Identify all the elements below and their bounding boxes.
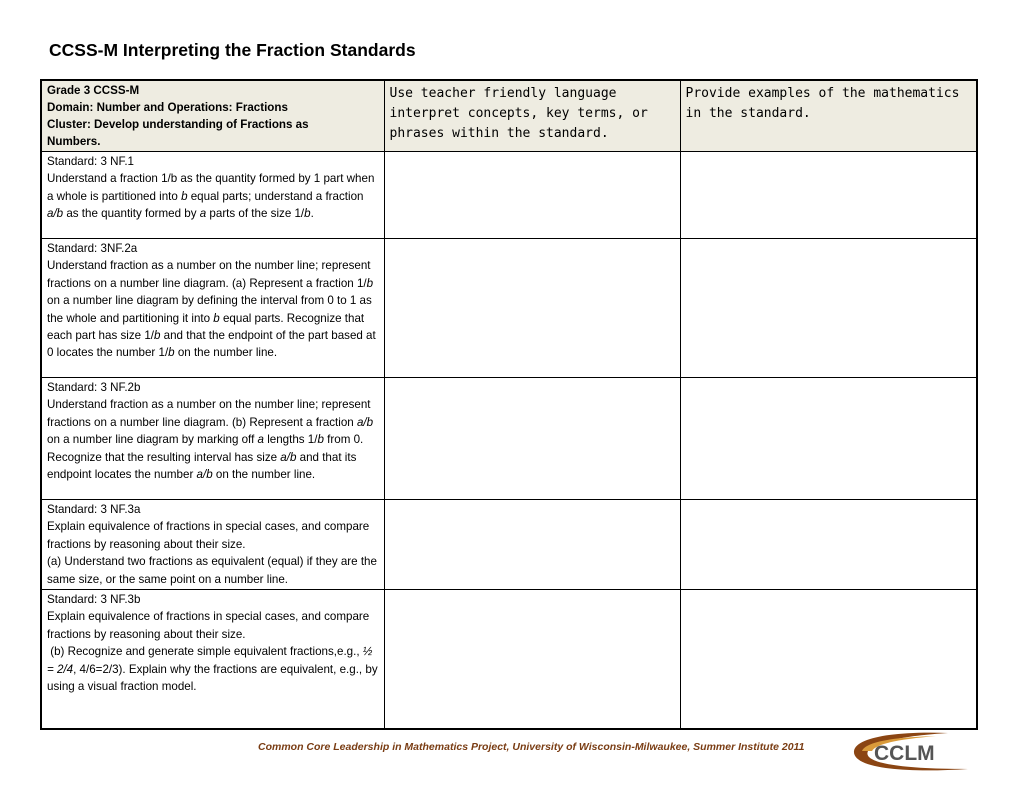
standard-text: Understand a fraction 1/b as the quantity formed by 1 part when a whole is partitioned into b equal parts; understand a fraction a/b as the quantity formed by a parts of the size 1/b.	[47, 172, 375, 221]
header-cluster-cont: Numbers.	[47, 135, 101, 148]
table-row	[41, 500, 977, 590]
interpret-prompt: Use teacher friendly language interpret concepts, key terms, or phrases within the standard.	[389, 86, 648, 141]
examples-cell[interactable]	[680, 500, 977, 590]
standard-cell	[41, 500, 384, 590]
logo-text: CCLM	[874, 742, 935, 765]
page-title: CCSS-M Interpreting the Fraction Standards	[49, 40, 416, 60]
interpret-cell[interactable]	[384, 239, 680, 378]
header-cluster: Cluster: Develop understanding of Fractions as	[47, 118, 309, 131]
interpret-cell[interactable]	[384, 500, 680, 590]
standard-cell	[41, 378, 384, 500]
header-cell-examples	[680, 80, 977, 152]
header-cell-standard	[41, 80, 384, 152]
standard-label: Standard: 3 NF.3a	[47, 503, 141, 516]
table-row	[41, 239, 977, 378]
standard-label: Standard: 3 NF.1	[47, 155, 135, 168]
standard-cell	[41, 590, 384, 729]
standard-label: Standard: 3 NF.2b	[47, 381, 141, 394]
standard-label: Standard: 3 NF.3b	[47, 593, 141, 607]
interpret-cell[interactable]	[384, 152, 680, 239]
interpret-cell[interactable]	[384, 378, 680, 500]
standards-table	[40, 79, 978, 730]
examples-cell[interactable]	[680, 590, 977, 729]
standard-cell	[41, 152, 384, 239]
standard-label: Standard: 3NF.2a	[47, 242, 138, 255]
table-row	[41, 378, 977, 500]
table-header-row	[41, 80, 977, 152]
examples-cell[interactable]	[680, 239, 977, 378]
standard-text-part-a: (a) Understand two fractions as equivalent (equal) if they are the same size, or the same point on a number line.	[47, 555, 377, 586]
standard-cell	[41, 239, 384, 378]
cclm-logo	[848, 729, 973, 773]
standard-text: Explain equivalence of fractions in special cases, and compare fractions by reasoning about their size.	[47, 520, 370, 551]
examples-cell[interactable]	[680, 152, 977, 239]
standard-text: Understand fraction as a number on the number line; represent fractions on a number line diagram. (b) Represent a fraction a/b on a number line diagram by marking off a lengths 1/b from 0. Recognize that the resulting interval has size a/b and that its endpoint locates the number a/b on the number line.	[47, 398, 374, 482]
header-domain: Domain: Number and Operations: Fractions	[47, 101, 288, 114]
examples-prompt: Provide examples of the mathematics in the standard.	[685, 86, 960, 121]
standard-text-part-b: (b) Recognize and generate simple equivalent fractions,e.g., ½ = 2/4, 4/6=2/3). Explain why the fractions are equivalent, e.g., by using a visual fraction model.	[47, 645, 378, 694]
standard-text: Explain equivalence of fractions in special cases, and compare fractions by reasoning about their size.	[47, 610, 370, 641]
header-cell-interpret	[384, 80, 680, 152]
examples-cell[interactable]	[680, 378, 977, 500]
table-row	[41, 590, 977, 729]
table-row	[41, 152, 977, 239]
interpret-cell[interactable]	[384, 590, 680, 729]
header-grade: Grade 3 CCSS-M	[47, 84, 140, 97]
footer-credit: Common Core Leadership in Mathematics Project, University of Wisconsin-Milwaukee, Summer Institute 2011	[258, 741, 805, 753]
standard-text: Understand fraction as a number on the number line; represent fractions on a number line diagram. (a) Represent a fraction 1/b on a number line diagram by defining the interval from 0 to 1 as the whole and partitioning it into b equal parts. Recognize that each part has size 1/b and that the endpoint of the part based at 0 locates the number 1/b on the number line.	[47, 259, 376, 360]
